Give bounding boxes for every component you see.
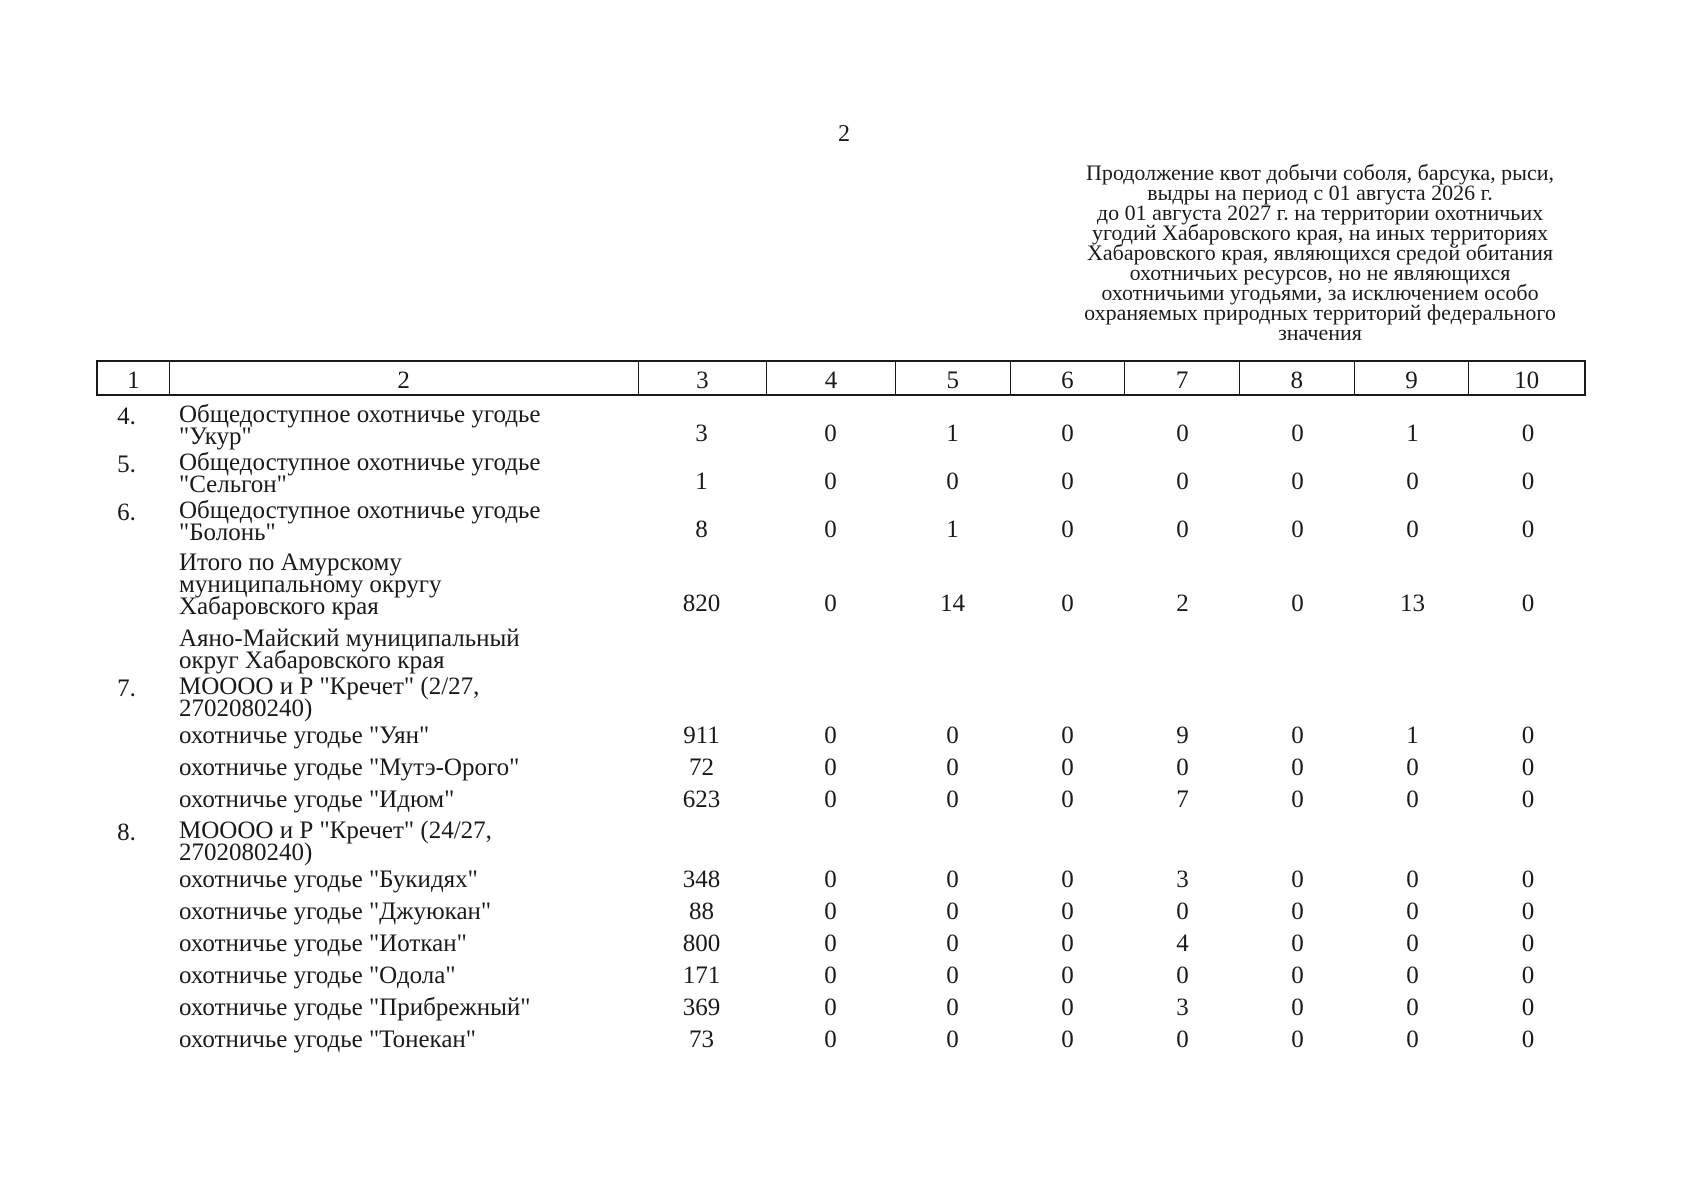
row-value: 0 [1406, 962, 1419, 989]
row-name-line: муниципальному округу [179, 571, 442, 598]
row-name-line: Общедоступное охотничье угодье [179, 401, 541, 428]
column-header: 8 [1239, 362, 1354, 394]
row-value: 0 [1061, 898, 1074, 925]
row-name [167, 401, 637, 450]
row-value: 0 [946, 1026, 959, 1053]
column-header: 4 [766, 362, 895, 394]
row-name-line: МОООО и Р "Кречет" (24/27, [179, 817, 492, 844]
row-number: 8. [117, 819, 136, 846]
row-name-line: "Укур" [179, 423, 252, 450]
row-value: 9 [1176, 722, 1189, 749]
table-row [96, 896, 1586, 928]
table-caption [1050, 160, 1590, 345]
row-value: 0 [824, 898, 837, 925]
row-value: 0 [1061, 930, 1074, 957]
row-name-line: Общедоступное охотничье угодье [179, 497, 541, 524]
table-row [96, 784, 1586, 816]
row-value: 0 [946, 994, 959, 1021]
row-value: 0 [824, 420, 837, 447]
row-value: 0 [1521, 930, 1535, 957]
row-value: 0 [1176, 420, 1189, 447]
row-value: 0 [1061, 866, 1074, 893]
row-value: 911 [683, 722, 720, 749]
row-value: 3 [1176, 866, 1189, 893]
row-name [167, 1024, 637, 1056]
row-value: 0 [1406, 866, 1419, 893]
row-value: 0 [1291, 994, 1304, 1021]
row-number: 4. [117, 403, 136, 430]
caption-line: Продолжение квот добычи соболя, барсука, рыси, [1085, 160, 1554, 185]
row-name-line: 2702080240) [179, 695, 313, 722]
table-row [96, 625, 1586, 674]
caption-line: значения [1278, 320, 1362, 345]
row-value: 0 [824, 468, 837, 495]
row-name [167, 896, 637, 928]
column-header: 7 [1124, 362, 1239, 394]
row-value: 1 [1406, 420, 1419, 447]
row-value: 0 [824, 962, 837, 989]
row-value: 0 [1291, 754, 1304, 781]
caption-line: до 01 августа 2027 г. на территории охотничьих [1096, 200, 1544, 225]
row-value: 800 [682, 930, 721, 957]
row-value: 369 [682, 994, 721, 1021]
row-value: 0 [1176, 754, 1189, 781]
row-value: 0 [1061, 786, 1074, 813]
row-value: 0 [946, 898, 959, 925]
row-name [167, 817, 637, 866]
row-value: 0 [1061, 1026, 1074, 1053]
column-header: 2 [169, 362, 638, 394]
table-row [96, 720, 1586, 752]
row-value: 0 [1521, 722, 1535, 749]
row-value: 0 [1061, 468, 1074, 495]
row-number: 6. [117, 499, 136, 526]
row-value: 0 [824, 516, 837, 543]
row-value: 2 [1176, 590, 1189, 617]
row-name-line: охотничье угодье "Уян" [179, 722, 430, 749]
row-value: 4 [1176, 930, 1189, 957]
row-value: 0 [1406, 516, 1419, 543]
caption-line: охотничьими угодьями, за исключением особо [1101, 280, 1539, 305]
row-value: 0 [1061, 994, 1074, 1021]
row-value: 820 [682, 590, 721, 617]
row-value: 0 [1061, 420, 1074, 447]
row-value: 0 [1406, 786, 1419, 813]
row-value: 0 [1291, 468, 1304, 495]
table-row [96, 928, 1586, 960]
row-value: 623 [682, 786, 721, 813]
row-value: 0 [824, 994, 837, 1021]
table-row [96, 673, 1586, 722]
caption-line: Хабаровского края, являющихся средой обитания [1087, 240, 1553, 265]
row-value: 348 [682, 866, 721, 893]
table-row [96, 960, 1586, 992]
quota-table [96, 360, 1586, 1056]
column-header: 1 [127, 367, 140, 394]
row-value: 0 [1061, 516, 1074, 543]
table-header-row [96, 360, 1586, 396]
table-row [96, 817, 1586, 866]
row-number: 7. [117, 675, 136, 702]
row-value: 73 [689, 1026, 714, 1053]
row-value: 0 [824, 590, 837, 617]
row-name-line: охотничье угодье "Букидях" [179, 866, 478, 893]
row-value: 0 [946, 468, 959, 495]
row-name [167, 497, 637, 546]
row-value: 0 [824, 866, 837, 893]
row-value: 0 [946, 930, 959, 957]
row-name [167, 449, 637, 498]
row-name [167, 752, 637, 784]
table-row [96, 449, 1586, 498]
row-name-line: "Сельгон" [179, 471, 287, 498]
row-value: 0 [1521, 898, 1535, 925]
row-value: 3 [695, 420, 708, 447]
row-name [167, 673, 637, 722]
row-value: 0 [1521, 994, 1535, 1021]
row-name-line: Итого по Амурскому [179, 549, 402, 576]
row-name-line: охотничье угодье "Идюм" [179, 786, 455, 813]
row-value: 0 [1406, 468, 1419, 495]
row-name-line: охотничье угодье "Иоткан" [179, 930, 467, 957]
row-value: 0 [1521, 962, 1535, 989]
row-value: 7 [1176, 786, 1189, 813]
table-row [96, 992, 1586, 1024]
table-row [96, 401, 1586, 450]
row-value: 0 [1291, 420, 1304, 447]
row-value: 0 [1176, 468, 1189, 495]
table-row [96, 752, 1586, 784]
row-name-line: "Болонь" [179, 519, 276, 546]
row-name [167, 784, 637, 816]
row-name-line: Хабаровского края [179, 593, 379, 620]
row-value: 0 [1291, 1026, 1304, 1053]
row-value: 0 [1291, 590, 1304, 617]
row-value: 8 [695, 516, 708, 543]
row-name [167, 928, 637, 960]
row-value: 0 [1406, 1026, 1419, 1053]
row-value: 0 [1521, 754, 1535, 781]
column-header: 6 [1010, 362, 1125, 394]
row-number: 5. [117, 451, 136, 478]
row-value: 1 [695, 468, 708, 495]
row-value: 0 [1521, 468, 1535, 495]
row-value: 3 [1176, 994, 1189, 1021]
row-value: 0 [1176, 516, 1189, 543]
row-value: 0 [1521, 590, 1535, 617]
row-name [167, 625, 637, 674]
row-value: 0 [824, 722, 837, 749]
row-value: 0 [824, 930, 837, 957]
row-value: 0 [1061, 962, 1074, 989]
row-name [167, 864, 637, 896]
table-row [96, 549, 1586, 620]
row-value: 0 [1406, 994, 1419, 1021]
table-row [96, 864, 1586, 896]
row-name-line: МОООО и Р "Кречет" (2/27, [179, 673, 480, 700]
row-value: 0 [1291, 962, 1304, 989]
row-name-line: округ Хабаровского края [179, 647, 445, 674]
row-value: 171 [682, 962, 721, 989]
row-value: 0 [1521, 786, 1535, 813]
column-header: 10 [1468, 362, 1584, 394]
row-value: 14 [940, 590, 965, 617]
caption-line: угодий Хабаровского края, на иных территориях [1091, 220, 1549, 245]
row-value: 0 [1406, 898, 1419, 925]
column-header: 9 [1354, 362, 1469, 394]
column-header: 3 [638, 362, 767, 394]
row-value: 0 [1061, 754, 1074, 781]
row-name [167, 992, 637, 1024]
row-value: 0 [946, 866, 959, 893]
row-value: 0 [1176, 1026, 1189, 1053]
row-value: 0 [946, 754, 959, 781]
row-value: 0 [1291, 866, 1304, 893]
row-value: 0 [1176, 962, 1189, 989]
row-value: 0 [824, 754, 837, 781]
page-number: 2 [838, 121, 850, 147]
row-value: 1 [946, 420, 959, 447]
column-header: 5 [895, 362, 1010, 394]
row-value: 0 [1406, 930, 1419, 957]
row-name-line: охотничье угодье "Тонекан" [179, 1026, 476, 1053]
row-value: 0 [946, 786, 959, 813]
row-value: 0 [1521, 516, 1535, 543]
row-name-line: 2702080240) [179, 839, 313, 866]
row-value: 13 [1400, 590, 1425, 617]
caption-line: охраняемых природных территорий федерального [1084, 300, 1556, 325]
row-value: 0 [824, 786, 837, 813]
row-value: 0 [1521, 1026, 1535, 1053]
row-value: 0 [1291, 722, 1304, 749]
row-name [167, 549, 637, 620]
row-value: 72 [689, 754, 714, 781]
row-value: 0 [1291, 786, 1304, 813]
row-name-line: охотничье угодье "Одола" [179, 962, 456, 989]
row-value: 0 [946, 962, 959, 989]
table-body [96, 401, 1586, 1056]
row-value: 0 [1406, 754, 1419, 781]
row-name-line: Общедоступное охотничье угодье [179, 449, 541, 476]
row-value: 0 [1521, 420, 1535, 447]
caption-line: охотничьих ресурсов, но не являющихся [1129, 260, 1511, 285]
row-name-line: Аяно-Майский муниципальный [179, 625, 520, 652]
caption-line: выдры на период с 01 августа 2026 г. [1147, 180, 1493, 205]
row-value: 0 [1521, 866, 1535, 893]
row-value: 0 [1061, 590, 1074, 617]
row-value: 0 [1291, 516, 1304, 543]
row-value: 88 [689, 898, 714, 925]
row-name-line: охотничье угодье "Прибрежный" [179, 994, 531, 1021]
row-name [167, 720, 637, 752]
row-value: 1 [1406, 722, 1419, 749]
row-value: 0 [1061, 722, 1074, 749]
row-value: 0 [946, 722, 959, 749]
table-row [96, 497, 1586, 546]
row-name-line: охотничье угодье "Мутэ-Орого" [179, 754, 520, 781]
row-name [167, 960, 637, 992]
row-name-line: охотничье угодье "Джуюкан" [179, 898, 492, 925]
row-value: 0 [824, 1026, 837, 1053]
row-value: 0 [1176, 898, 1189, 925]
row-value: 0 [1291, 930, 1304, 957]
table-row [96, 1024, 1586, 1056]
row-value: 1 [946, 516, 959, 543]
row-value: 0 [1291, 898, 1304, 925]
